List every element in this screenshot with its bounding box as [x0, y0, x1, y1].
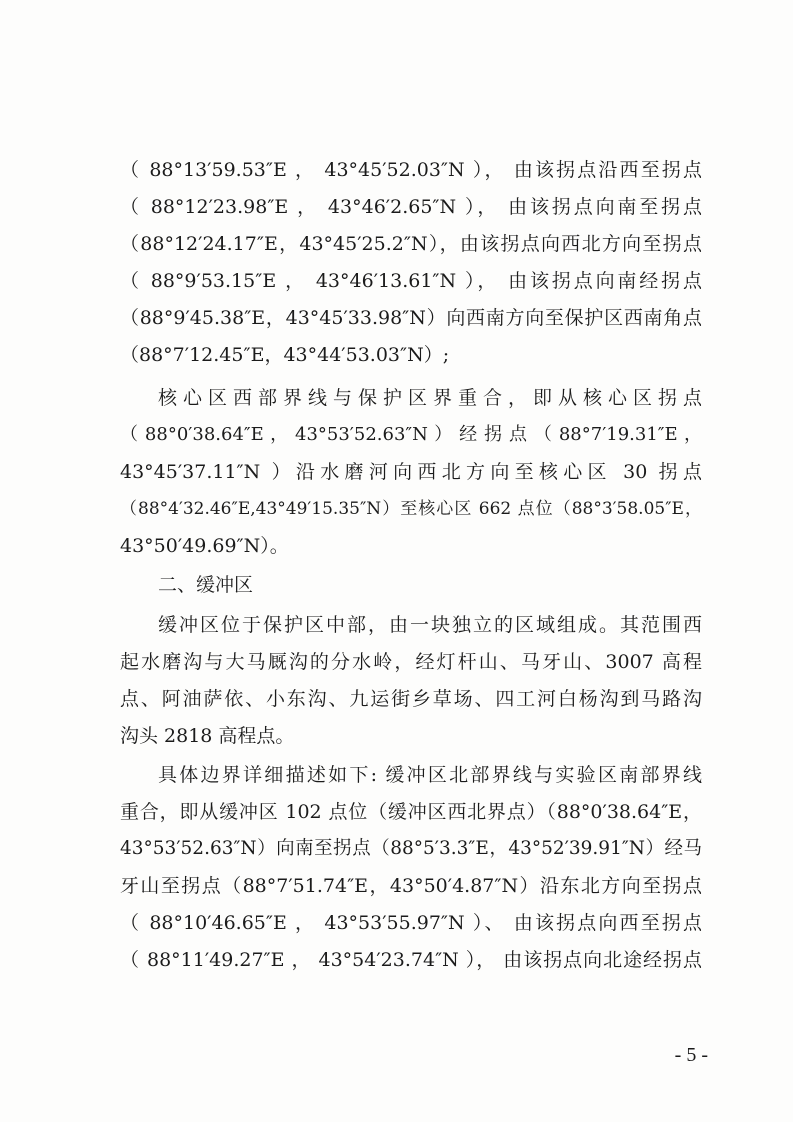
- text-line: 牙山至拐点（88°7′51.74″E，43°50′4.87″N）沿东北方向至拐点: [120, 875, 702, 897]
- text-line: （ 88°0′38.64″E ， 43°53′52.63″N ） 经 拐 点 （ 88°7′19.31″E ，: [120, 424, 702, 445]
- text-line: （ 88°12′23.98″E ， 43°46′2.65″N ）， 由该拐点向南至拐点: [120, 196, 702, 218]
- text-line: 43°50′49.69″N）。: [120, 535, 289, 557]
- text-line: 起水磨沟与大马厩沟的分水岭，经灯杆山、马牙山、3007 高程: [120, 651, 702, 673]
- page-number: - 5 -: [674, 1044, 708, 1066]
- text-line: （ 88°11′49.27″E ， 43°54′23.74″N ）， 由该拐点向北途经拐点: [120, 949, 702, 971]
- text-line: （ 88°9′53.15″E ， 43°46′13.61″N ）， 由该拐点向南经拐点: [120, 270, 702, 292]
- text-line: 43°53′52.63″N）向南至拐点（88°5′3.3″E，43°52′39.91″N）经马: [120, 838, 702, 859]
- paragraph-first-line: 缓冲区位于保护区中部，由一块独立的区域组成。其范围西: [158, 614, 702, 636]
- text-line: 沟头 2818 高程点。: [120, 725, 295, 747]
- text-line: （88°7′12.45″E，43°44′53.03″N）;: [120, 344, 450, 366]
- paragraph-first-line: 核心区西部界线与保护区界重合，即从核心区拐点: [158, 387, 702, 409]
- text-line: （ 88°13′59.53″E ， 43°45′52.03″N ）， 由该拐点沿西至拐点: [120, 159, 702, 181]
- text-line: （88°12′24.17″E，43°45′25.2″N），由该拐点向西北方向至拐点: [120, 233, 702, 255]
- text-line: 43°45′37.11″N ）沿水磨河向西北方向至核心区 30 拐点: [120, 461, 702, 483]
- text-line: （88°9′45.38″E，43°45′33.98″N）向西南方向至保护区西南角点: [120, 307, 702, 329]
- text-line: （88°4′32.46″E,43°49′15.35″N）至核心区 662 点位（88°3′58.05″E，: [120, 499, 702, 519]
- paragraph-first-line: 具体边界详细描述如下: 缓冲区北部界线与实验区南部界线: [158, 764, 702, 786]
- text-line: （ 88°10′46.65″E ， 43°53′55.97″N ）、 由该拐点向西至拐点: [120, 912, 702, 934]
- text-line: 重合，即从缓冲区 102 点位（缓冲区西北界点）（88°0′38.64″E，: [120, 801, 702, 823]
- text-line: 点、阿油萨依、小东沟、九运街乡草场、四工河白杨沟到马路沟: [120, 688, 702, 710]
- section-heading: 二、缓冲区: [158, 574, 254, 596]
